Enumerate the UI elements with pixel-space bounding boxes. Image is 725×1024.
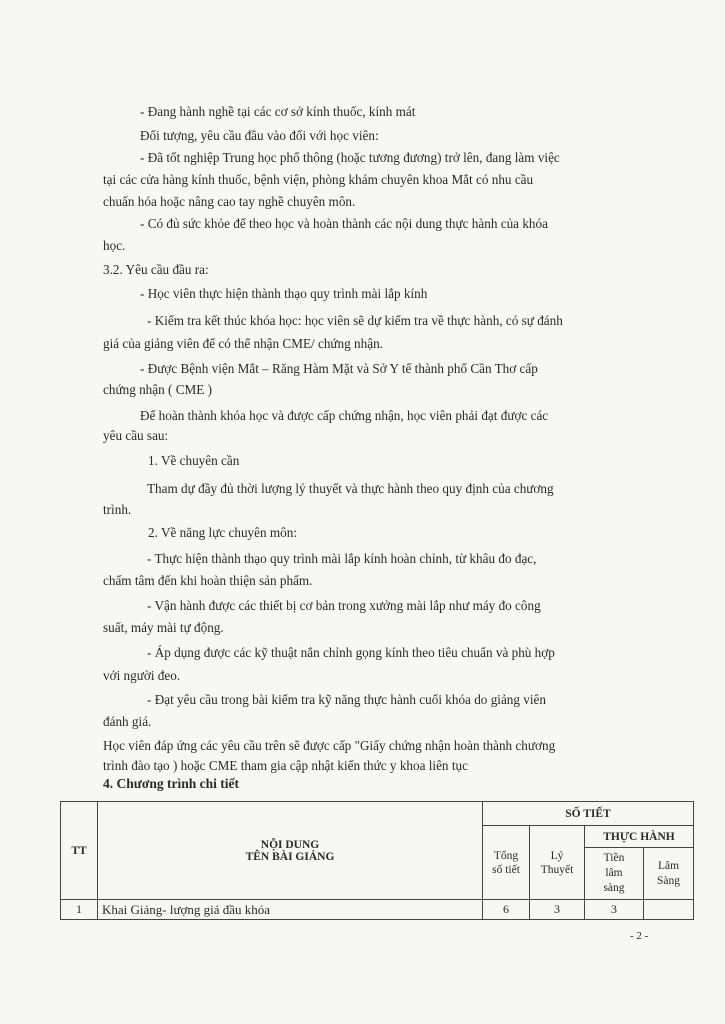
- text-line: - Đã tốt nghiệp Trung học phổ thông (hoặc tương đương) trở lên, đang làm việc: [140, 150, 560, 165]
- header-tien-lam-sang: [585, 848, 644, 900]
- text-line: Đối tượng, yêu cầu đầu vào đối với học viên:: [140, 128, 379, 143]
- header-lam-sang-label: Lâm Sàng: [657, 859, 680, 887]
- text-line: suất, máy mài tự động.: [103, 620, 224, 635]
- text-line: trình đào tạo ) hoặc CME tham gia cập nhật kiến thức y khoa liên tục: [103, 758, 468, 773]
- header-thuc-hanh: THỰC HÀNH: [585, 826, 694, 848]
- text-line: - Được Bệnh viện Mắt – Răng Hàm Mặt và Sở Y tế thành phố Cần Thơ cấp: [140, 361, 538, 376]
- text-line: - Thực hiện thành thạo quy trình mài lắp kính hoàn chỉnh, từ khâu đo đạc,: [147, 551, 537, 566]
- text-line: - Đang hành nghề tại các cơ sở kính thuốc, kính mát: [140, 104, 416, 119]
- text-line: với người đeo.: [103, 668, 181, 683]
- text-line: chấm tâm đến khi hoàn thiện sản phẩm.: [103, 573, 313, 588]
- text-line: - Vận hành được các thiết bị cơ bản trong xưởng mài lắp như máy đo công: [147, 598, 541, 613]
- text-line: 2. Về năng lực chuyên môn:: [148, 525, 298, 540]
- text-line: - Áp dụng được các kỹ thuật nắn chỉnh gọng kính theo tiêu chuẩn và phù hợp: [147, 645, 555, 660]
- text-line: - Học viên thực hiện thành thạo quy trình mài lắp kính: [140, 286, 428, 301]
- header-tien-lam-sang-label: Tiền lâm sàng: [603, 852, 625, 894]
- text-line: tại các cửa hàng kính thuốc, bệnh viện, phòng khám chuyên khoa Mắt có nhu cầu: [103, 172, 534, 187]
- text-line: yêu cầu sau:: [103, 428, 169, 443]
- text-line: Học viên đáp ứng các yêu cầu trên sẽ được cấp "Giấy chứng nhận hoàn thành chương: [103, 738, 556, 753]
- cell-name: Khai Giảng- lượng giá đầu khóa: [98, 900, 483, 920]
- cell-tt: 1: [61, 900, 98, 920]
- cell-tong: 6: [483, 900, 530, 920]
- cell-tien: 3: [585, 900, 644, 920]
- text-line: chứng nhận ( CME ): [103, 382, 212, 397]
- header-tt: TT: [61, 802, 98, 900]
- text-line: trình.: [103, 502, 132, 517]
- text-line: đánh giá.: [103, 714, 152, 729]
- text-line: 3.2. Yêu cầu đầu ra:: [103, 262, 209, 277]
- header-content: [98, 802, 483, 900]
- header-content-line1: NỘI DUNG: [260, 838, 320, 851]
- header-lam-sang: [644, 848, 694, 900]
- cell-ly: 3: [530, 900, 585, 920]
- text-line: - Đạt yêu cầu trong bài kiểm tra kỹ năng thực hành cuối khóa do giảng viên: [147, 692, 546, 707]
- cell-lam: [644, 900, 694, 920]
- header-tong: [483, 826, 530, 900]
- header-so-tiet: SỐ TIẾT: [483, 802, 694, 826]
- text-line: giá của giảng viên để có thể nhận CME/ chứng nhận.: [103, 336, 383, 351]
- text-line: Để hoàn thành khóa học và được cấp chứng nhận, học viên phải đạt được các: [140, 408, 549, 423]
- header-tong-label: Tổng số tiết: [492, 849, 520, 876]
- text-line: 1. Về chuyên cần: [148, 453, 240, 468]
- header-content-line2: TÊN BÀI GIẢNG: [245, 850, 335, 863]
- text-line: học.: [103, 238, 126, 253]
- header-ly-thuyet-label: Lý Thuyết: [540, 849, 574, 876]
- program-table: [60, 801, 694, 920]
- header-ly-thuyet: [530, 826, 585, 900]
- text-line: Tham dự đầy đủ thời lượng lý thuyết và thực hành theo quy định của chương: [147, 481, 554, 496]
- text-line: - Có đủ sức khỏe để theo học và hoàn thành các nội dung thực hành của khóa: [140, 216, 548, 231]
- text-line: - Kiểm tra kết thúc khóa học: học viên sẽ dự kiểm tra về thực hành, có sự đánh: [147, 313, 563, 328]
- text-line: chuẩn hóa hoặc nâng cao tay nghề chuyên môn.: [103, 194, 356, 209]
- table-row: [61, 900, 694, 920]
- page-number: - 2 -: [630, 930, 649, 942]
- section-heading: 4. Chương trình chi tiết: [103, 776, 239, 791]
